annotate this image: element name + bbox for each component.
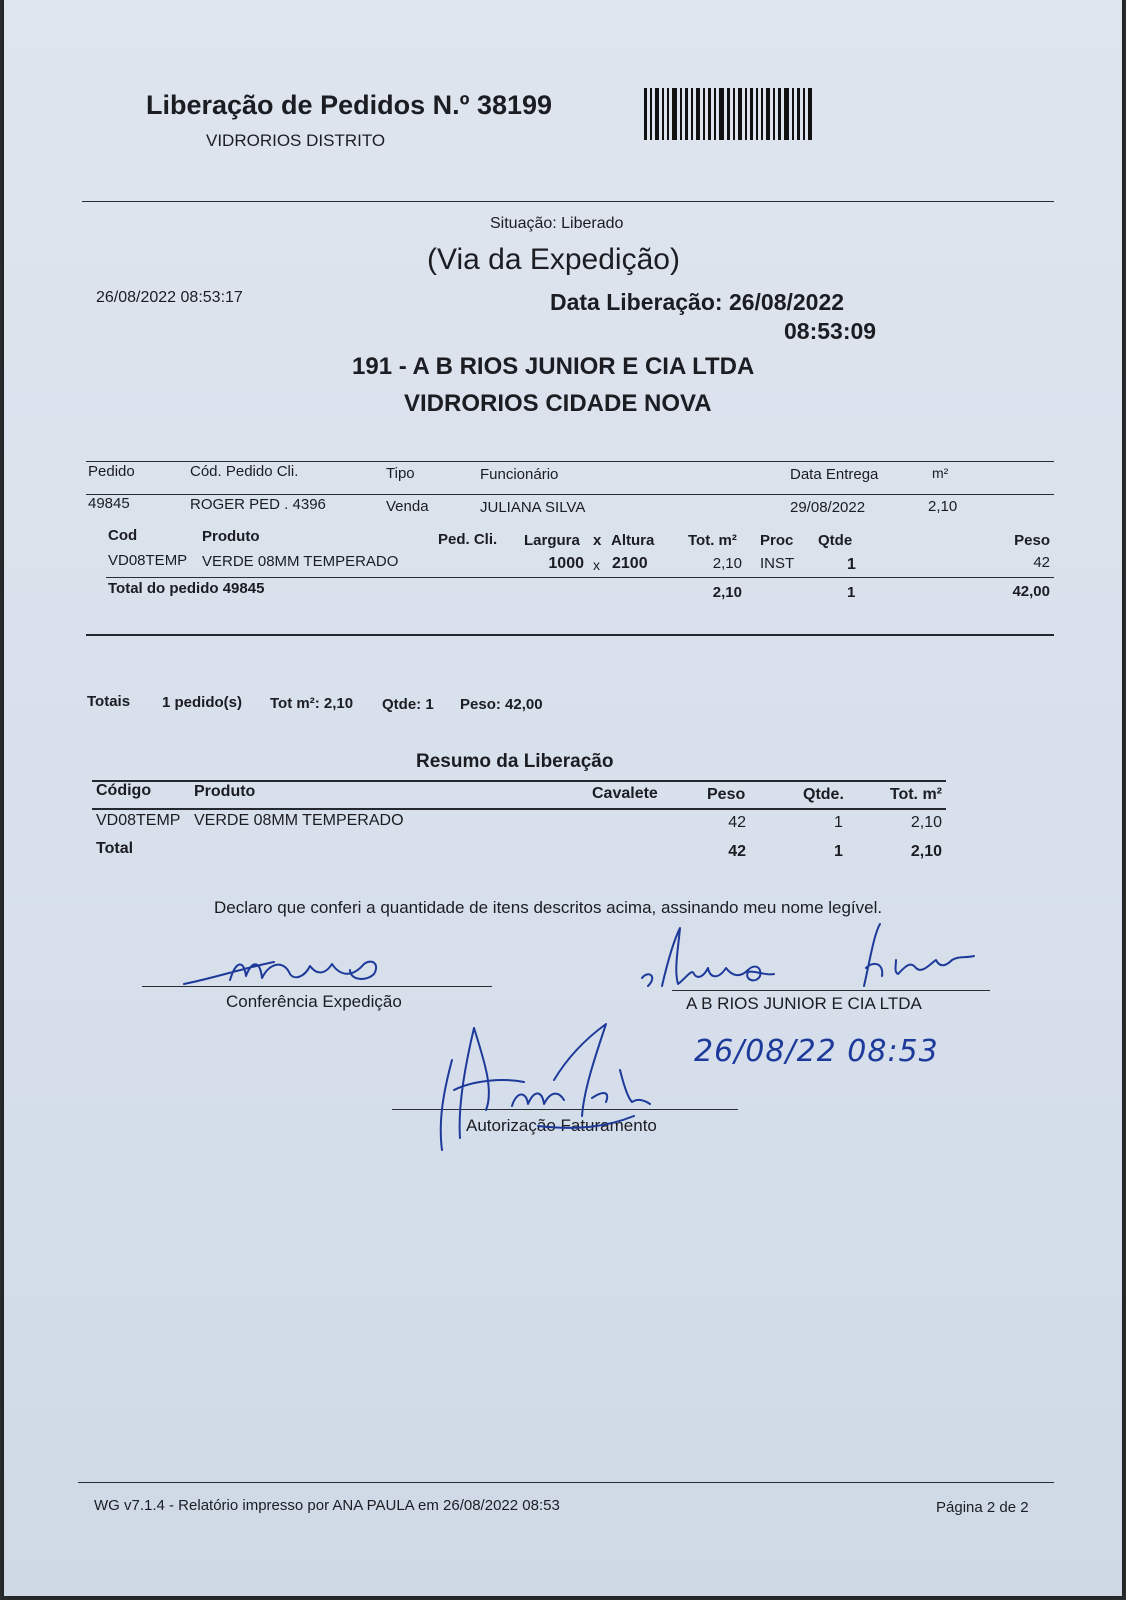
order-funcionario: JULIANA SILVA bbox=[480, 499, 586, 516]
col-header-funcionario: Funcionário bbox=[480, 466, 559, 483]
item-header-x: x bbox=[593, 532, 602, 549]
divider bbox=[92, 808, 946, 810]
signature-label-conferencia: Conferência Expedição bbox=[226, 992, 402, 1011]
item-cod: VD08TEMP bbox=[108, 552, 188, 569]
release-time: 08:53:09 bbox=[784, 318, 877, 344]
order-total-qtde: 1 bbox=[847, 584, 856, 601]
summary-produto: VERDE 08MM TEMPERADO bbox=[194, 812, 404, 829]
copy-type: (Via da Expedição) bbox=[427, 243, 680, 276]
summary-total-qtde: 1 bbox=[834, 843, 843, 860]
summary-title: Resumo da Liberação bbox=[416, 751, 614, 772]
order-total-m2: 2,10 bbox=[712, 584, 742, 601]
col-header-tipo: Tipo bbox=[386, 465, 415, 482]
item-header-qtde: Qtde bbox=[818, 532, 853, 549]
divider bbox=[86, 461, 1054, 462]
summary-tot-m2: 2,10 bbox=[910, 814, 942, 831]
summary-codigo: VD08TEMP bbox=[96, 812, 181, 829]
item-peso: 42 bbox=[1033, 554, 1050, 571]
signature-label-cliente: A B RIOS JUNIOR E CIA LTDA bbox=[686, 994, 922, 1013]
summary-qtde: 1 bbox=[834, 814, 843, 831]
item-proc: INST bbox=[760, 555, 795, 572]
order-tipo: Venda bbox=[386, 498, 429, 515]
col-header-pedido: Pedido bbox=[88, 463, 135, 480]
divider bbox=[92, 780, 946, 782]
signature-label-autorizacao: Autorização Faturamento bbox=[466, 1116, 657, 1135]
item-qtde: 1 bbox=[847, 556, 856, 573]
barcode-icon bbox=[644, 88, 816, 140]
handwritten-date: 26/08/22 08:53 bbox=[694, 1034, 939, 1069]
printed-timestamp: 26/08/2022 08:53:17 bbox=[96, 289, 243, 306]
order-total-peso: 42,00 bbox=[1012, 583, 1050, 600]
item-tot-m2: 2,10 bbox=[712, 555, 742, 572]
order-m2: 2,10 bbox=[928, 498, 958, 515]
order-data-entrega: 29/08/2022 bbox=[790, 499, 866, 516]
item-header-ped-cli: Ped. Cli. bbox=[438, 531, 498, 548]
release-date: Data Liberação: 26/08/2022 bbox=[550, 289, 845, 315]
divider bbox=[82, 201, 1054, 202]
item-header-altura: Altura bbox=[611, 532, 655, 549]
order-total-label: Total do pedido 49845 bbox=[108, 580, 265, 597]
order-pedido: 49845 bbox=[88, 495, 130, 512]
client-branch: VIDRORIOS CIDADE NOVA bbox=[404, 390, 712, 417]
item-produto: VERDE 08MM TEMPERADO bbox=[202, 553, 399, 570]
summary-total-label: Total bbox=[96, 840, 134, 857]
totals-peso: Peso: 42,00 bbox=[460, 696, 543, 713]
signature-conferencia bbox=[174, 950, 404, 992]
summary-header-codigo: Código bbox=[96, 782, 152, 799]
summary-header-peso: Peso bbox=[707, 786, 746, 803]
signature-cliente bbox=[634, 920, 1004, 996]
col-header-cod-pedido-cli: Cód. Pedido Cli. bbox=[190, 463, 299, 480]
summary-total-peso: 42 bbox=[728, 843, 746, 860]
document-title: Liberação de Pedidos N.º 38199 bbox=[146, 90, 553, 120]
item-largura: 1000 bbox=[548, 555, 584, 572]
status-text: Situação: Liberado bbox=[490, 215, 624, 232]
item-header-cod: Cod bbox=[108, 527, 138, 544]
divider bbox=[78, 1482, 1054, 1483]
summary-header-produto: Produto bbox=[194, 783, 256, 800]
totals-label: Totais bbox=[87, 693, 131, 710]
totals-pedidos: 1 pedido(s) bbox=[162, 694, 243, 711]
divider bbox=[86, 494, 1054, 495]
divider bbox=[106, 577, 1054, 578]
item-header-proc: Proc bbox=[760, 532, 794, 549]
summary-header-tot-m2: Tot. m² bbox=[889, 786, 942, 803]
item-x: x bbox=[593, 557, 600, 573]
footer-page-number: Página 2 de 2 bbox=[936, 1499, 1029, 1516]
order-cod-pedido-cli: ROGER PED . 4396 bbox=[190, 496, 326, 513]
item-altura: 2100 bbox=[612, 555, 648, 572]
footer-printed-by: WG v7.1.4 - Relatório impresso por ANA PAULA em 26/08/2022 08:53 bbox=[94, 1497, 560, 1514]
totals-m2: Tot m²: 2,10 bbox=[270, 695, 354, 712]
item-header-produto: Produto bbox=[202, 528, 260, 545]
company-name: VIDRORIOS DISTRITO bbox=[206, 131, 386, 150]
declaration-text: Declaro que conferi a quantidade de itens descritos acima, assinando meu nome legível. bbox=[214, 898, 883, 917]
col-header-data-entrega: Data Entrega bbox=[790, 466, 879, 483]
item-header-largura: Largura bbox=[524, 532, 580, 549]
summary-header-cavalete: Cavalete bbox=[592, 785, 658, 802]
summary-peso: 42 bbox=[728, 814, 746, 831]
client-name: 191 - A B RIOS JUNIOR E CIA LTDA bbox=[352, 353, 755, 380]
summary-total-tot-m2: 2,10 bbox=[910, 843, 942, 860]
totals-qtde: Qtde: 1 bbox=[382, 696, 434, 713]
summary-header-qtde: Qtde. bbox=[803, 786, 844, 803]
divider bbox=[86, 634, 1054, 636]
item-header-tot-m2: Tot. m² bbox=[688, 532, 737, 549]
document-page bbox=[4, 0, 1122, 1596]
col-header-m2: m² bbox=[932, 465, 949, 481]
signature-autorizacao bbox=[434, 1020, 674, 1154]
item-header-peso: Peso bbox=[1014, 532, 1050, 549]
